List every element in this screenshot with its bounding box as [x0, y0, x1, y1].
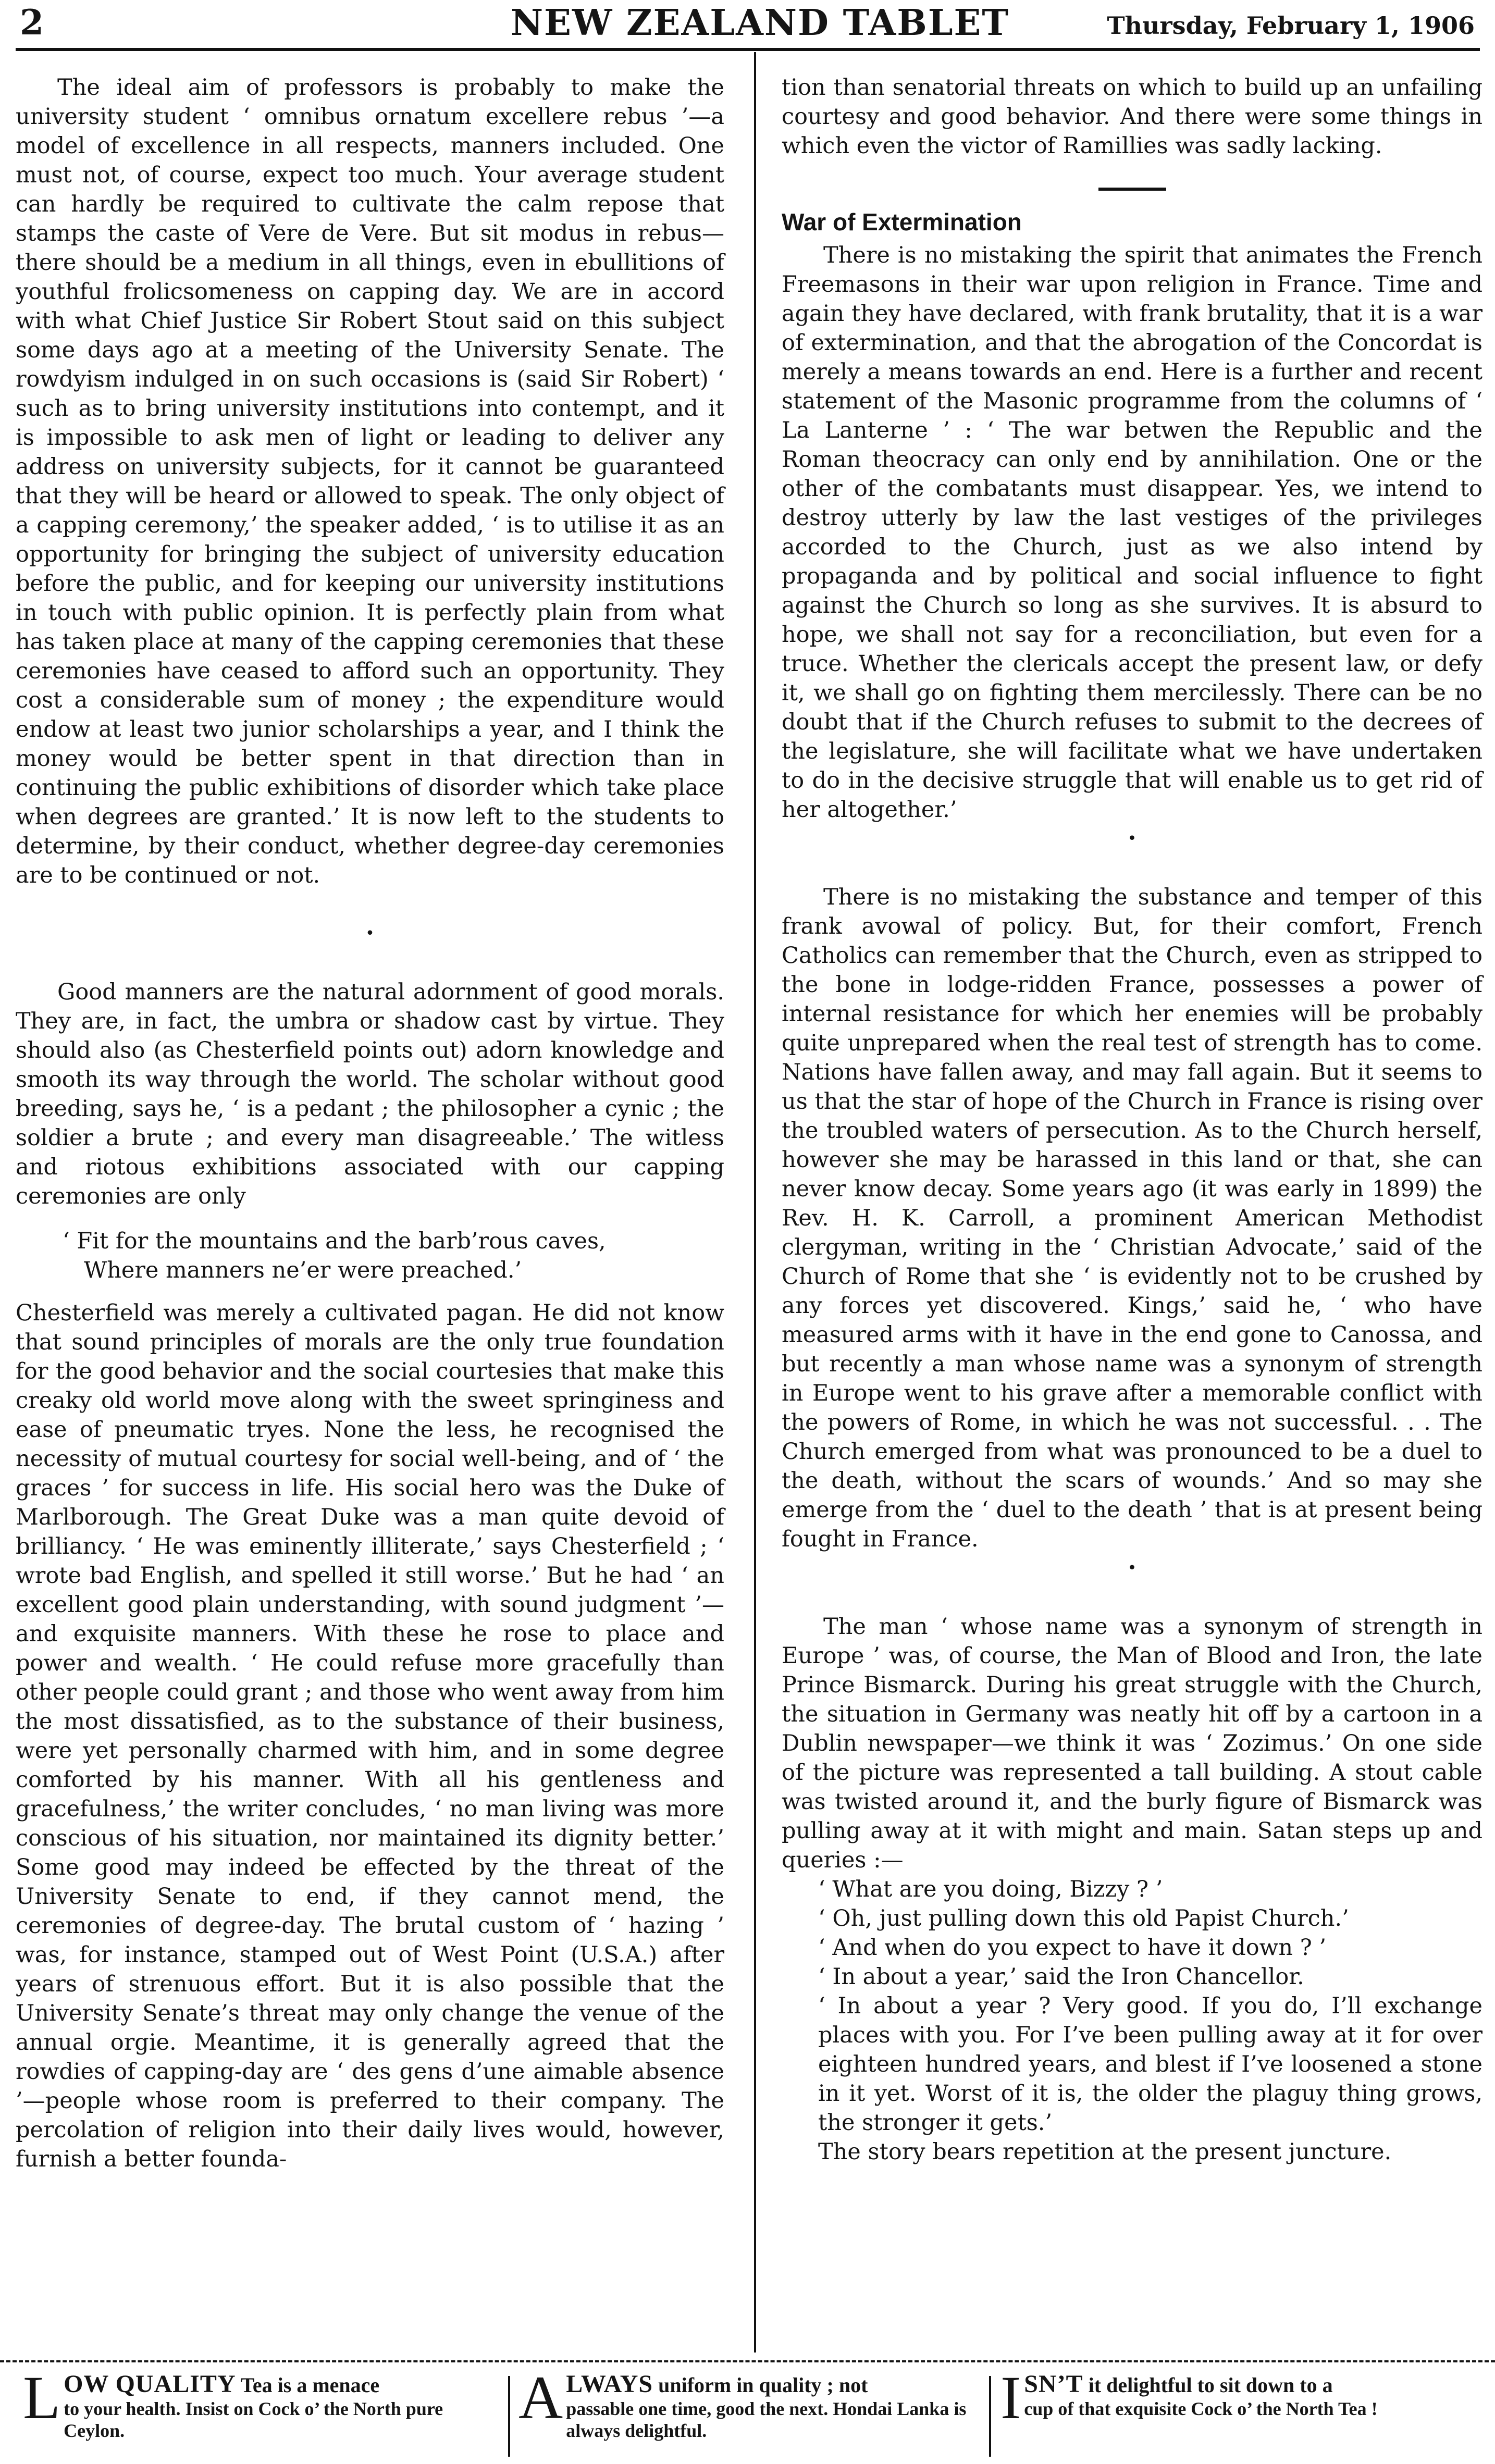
- paragraph-church-resistance: There is no mistaking the substance and temper of this frank avowal of policy. But, for their comfort, French Catholics can remember that the Church, even as stripped to the bone in lodge-ridden France, possesses a power of internal resistance for which her enemies will be probably quite unprepared when the real test of strength has to come. Nations have fallen away, and may fall again. But it seems to us that the star of hope of the Church in France is rising over the troubled waters of persecution. As to the Church herself, however she may be harassed in this land or that, she can never know decay. Some years ago (it was early in 1899) the Rev. H. K. Carroll, a prominent American Methodist clergyman, writing in the ‘ Christian Advocate,’ said of the Church of Rome that she ‘ is evidently not to be crushed by any forces yet discovered. Kings,’ said he, ‘ who have measured arms with it have in the end gone to Canossa, and but recently a man whose name was a synonym of strength in Europe went to his grave after a memorable conflict with the powers of Rome, in which he was not successful. . . The Church emerged from what was pronounced to be a duel to the death, without the scars of wounds.’ And so may she emerge from the ‘ duel to the death ’ that is at present being fought in France.: [782, 884, 1482, 1552]
- closing-line: The story bears repetition at the present juncture.: [818, 2139, 1392, 2165]
- advert-lead: LWAYS: [566, 2370, 653, 2398]
- issue-date: Thursday, February 1, 1906: [1107, 11, 1475, 40]
- paragraph-capping-day: The ideal aim of professors is probably to make the university student ‘ omnibus ornatum excellere rebus ’—a model of excellence in all respects, manners included. One must not, of course, expect too much. Your average student can hardly be required to cultivate the calm repose that stamps the caste of Vere de Vere. But sit modus in rebus—there should be a medium in all things, even in ebullitions of youthful frolicsomeness on capping day. We are in accord with what Chief Justice Sir Robert Stout said on this subject some days ago at a meeting of the University Senate. The rowdyism indulged in on such occasions is (said Sir Robert) ‘ such as to bring university institutions into contempt, and it is impossible to ask men of light or leading to deliver any address on university subjects, for it cannot be guaranteed that they will be heard or allowed to speak. The only object of a capping ceremony,’ the speaker added, ‘ is to utilise it as an opportunity for bringing the subject of university education before the public, and for keeping our university institutions in touch with public opinion. It is perfectly plain from what has taken place at many of the capping ceremonies that these ceremonies have ceased to afford such an opportunity. They cost a considerable sum of money ; the expenditure would endow at least two junior scholarships a year, and I think the money would be better spent in that direction than in continuing the public exhibitions of disorder which take place when degrees are granted.’ It is now left to the students to determine, by their conduct, whether degree-day ceremonies are to be continued or not.: [16, 75, 724, 888]
- dialogue-line: ‘ In about a year,’ said the Iron Chancellor.: [818, 1964, 1304, 1990]
- section-separator: •: [365, 924, 375, 943]
- left-column: [16, 73, 724, 2174]
- advert-body: cup of that exquisite Cock o’ the North Tea !: [1024, 2398, 1378, 2419]
- section-separator: •: [1127, 1559, 1137, 1577]
- dialogue-line: ‘ Oh, just pulling down this old Papist Church.’: [818, 1905, 1349, 1931]
- short-rule: [1098, 188, 1166, 191]
- dialogue-line: ‘ And when do you expect to have it down ? ’: [818, 1935, 1327, 1961]
- verse-quote: [63, 1227, 724, 1285]
- masthead-rule: [16, 48, 1480, 51]
- right-column: [782, 73, 1482, 2166]
- page-number: 2: [20, 2, 44, 43]
- paragraph-bismarck: The man ‘ whose name was a synonym of strength in Europe ’ was, of course, the Man of Blood and Iron, the late Prince Bismarck. During his great struggle with the Church, the situation in Germany was neatly hit off by a cartoon in a Dublin newspaper—we think it was ‘ Zozimus.’ On one side of the picture was represented a tall building. A stout cable was twisted around it, and the burly figure of Bismarck was pulling away at it with might and main. Satan steps up and queries :—: [782, 1614, 1482, 1873]
- paragraph-freemasons: There is no mistaking the spirit that animates the French Freemasons in their war upon religion in France. Time and again they have declared, with frank brutality, that it is a war of extermination, and that the abrogation of the Concordat is merely a means towards an end. Here is a further and recent statement of the Masonic programme from the columns of ‘ La Lanterne ’ : ‘ The war betwen the Republic and the Roman theocracy can only end by annihilation. One or the other of the combatants must disappear. Yes, we intend to destroy utterly by law the last vestiges of the privileges accorded to the Church, just as we also intend by propaganda and by political and social influence to fight against the Church so long as she survives. It is absurd to hope, we shall not say for a reconciliation, but even for a truce. Whether the clericals accept the present law, or defy it, we shall go on fighting them mercilessly. There can be no doubt that if the Church refuses to submit to the decrees of the legislature, she will facilitate what we have undertaken to do in the decisive struggle that will enable us to get rid of her altogether.’: [782, 242, 1482, 823]
- paragraph-chesterfield: Chesterfield was merely a cultivated pagan. He did not know that sound principles of morals are the only true foundation for the good behavior and the social courtesies that make this creaky old world move along with the sweet springiness and ease of pneumatic tryes. None the less, he recognised the necessity of mutual courtesy for social well-being, and of ‘ the graces ’ for success in life. His social hero was the Duke of Marlborough. The Great Duke was a man quite devoid of brilliancy. ‘ He was eminently illiterate,’ says Chesterfield ; ‘ wrote bad English, and spelled it still worse.’ But he had ‘ an excellent good plain understanding, with sound judgment ’—and exquisite manners. With these he rose to place and power and wealth. ‘ He could refuse more gracefully than other people could grant ; and those who went away from him the most dissatisfied, as to the substance of their business, were yet personally charmed with him, and in some degree comforted by his manner. With all his gentleness and gracefulness,’ the writer concludes, ‘ no man living was more conscious of his situation, nor maintained its dignity better.’ Some good may indeed be effected by the threat of the University Senate to end, if they cannot mend, the ceremonies of degree-day. The brutal custom of ‘ hazing ’ was, for instance, stamped out of West Point (U.S.A.) after years of strenuous effort. But it is also possible that the University Senate’s threat may only change the venue of the annual orgie. Meantime, it is generally agreed that the rowdies of capping-day are ‘ des gens d’une aimable absence ’—people whose room is preferred to their company. The percolation of religion into their daily lives would, however, furnish a better founda-: [16, 1300, 724, 2172]
- verse-line: ‘ Fit for the mountains and the barb’rous caves,: [63, 1228, 606, 1254]
- dialogue-line: ‘ What are you doing, Bizzy ? ’: [818, 1876, 1163, 1902]
- dialogue-line: ‘ In about a year ? Very good. If you do, I’ll exchange places with you. For I’ve been pulling away at it for over eighteen hundred years, and blest if I’ve loosened a stone in it yet. Worst of it is, the older the plaguy thing grows, the stronger it gets.’: [818, 1993, 1482, 2136]
- paper-title: NEW ZEALAND TABLET: [511, 2, 1009, 44]
- advert-text: it delightful to sit down to a: [1083, 2373, 1333, 2397]
- section-heading: War of Extermination: [782, 208, 1022, 236]
- advert-divider: [508, 2376, 510, 2457]
- masthead: [16, 0, 1475, 48]
- section-separator: •: [1127, 829, 1137, 848]
- advert-divider: [989, 2376, 991, 2457]
- advert-always-uniform: [518, 2363, 982, 2455]
- advert-lead: OW QUALITY: [64, 2370, 236, 2398]
- advert-isnt-it-delightful: [1000, 2363, 1475, 2455]
- footer-rule: [0, 2360, 1495, 2362]
- drop-initial: A: [518, 2363, 563, 2432]
- drop-initial: L: [23, 2363, 61, 2432]
- column-divider: [754, 52, 756, 2352]
- advert-body: passable one time, good the next. Hondai Lanka is always delightful.: [566, 2398, 967, 2441]
- advert-text: Tea is a menace: [236, 2373, 380, 2397]
- paragraph-continuation: tion than senatorial threats on which to build up an unfailing courtesy and good behavior. And there were some things in which even the victor of Ramillies was sadly lacking.: [782, 75, 1482, 159]
- verse-line: Where manners ne’er were preached.’: [63, 1257, 522, 1283]
- cartoon-dialogue: [818, 1875, 1482, 2166]
- advert-text: uniform in quality ; not: [653, 2373, 868, 2397]
- drop-initial: I: [1000, 2363, 1021, 2432]
- advert-low-quality-tea: [23, 2363, 502, 2455]
- advert-lead: SN’T: [1024, 2370, 1083, 2398]
- paragraph-good-manners: Good manners are the natural adornment of good morals. They are, in fact, the umbra or shadow cast by virtue. They should also (as Chesterfield points out) adorn knowledge and smooth its way through the world. The scholar without good breeding, says he, ‘ is a pedant ; the philosopher a cynic ; the soldier a brute ; and every man disagreeable.’ The witless and riotous exhibitions associated with our capping ceremonies are only: [16, 979, 724, 1209]
- advert-body: to your health. Insist on Cock o’ the North pure Ceylon.: [64, 2398, 443, 2441]
